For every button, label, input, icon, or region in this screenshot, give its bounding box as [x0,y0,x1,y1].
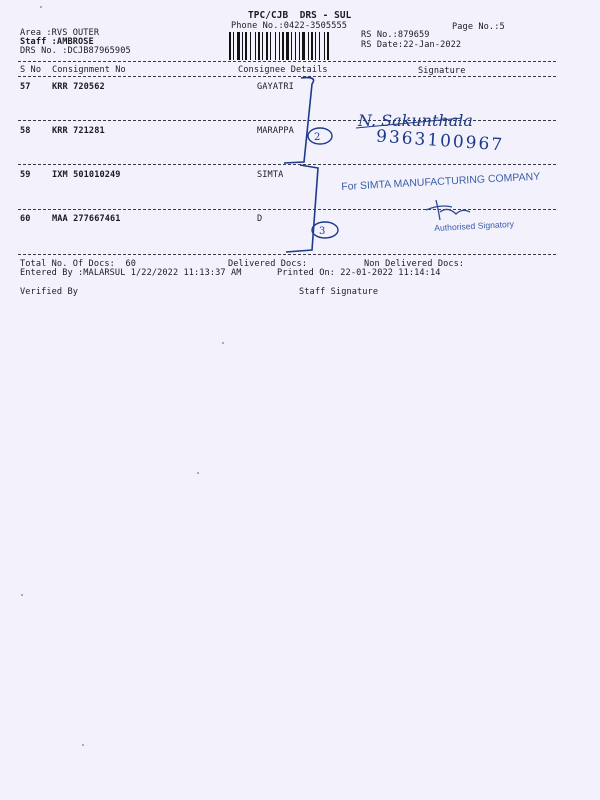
barcode-bar [295,32,296,60]
barcode-bar [245,32,247,60]
document-title: TPC/CJB DRS - SUL [248,10,352,21]
barcode-bar [275,32,276,60]
drs-number: DRS No. :DCJB87965905 [20,46,131,56]
barcode-bar [282,32,284,60]
column-header-s-no: S No [20,65,42,75]
row-58-consignee: MARAPPA [257,126,294,136]
barcode-bar [279,32,280,60]
row-58-s-no: 58 [20,126,31,136]
barcode [228,32,352,60]
barcode-bar [286,32,289,60]
printed-on: Printed On: 22-01-2022 11:14:14 [277,268,441,278]
row-60-consignment: MAA 277667461 [52,214,121,224]
circle-mark-3-text: 3 [319,226,326,237]
row-separator [18,209,556,210]
barcode-bar [266,32,268,60]
row-57-consignee: GAYATRI [257,82,294,92]
speck [21,594,23,596]
column-header-consignment-no: Consignment No [52,65,126,75]
row-separator [18,164,556,165]
barcode-bar [327,32,329,60]
barcode-bar [311,32,313,60]
barcode-bar [233,32,234,60]
barcode-bar [237,32,240,60]
verified-by-label: Verified By [20,287,79,297]
speck [197,472,199,474]
row-separator [18,120,556,121]
barcode-bar [319,32,320,60]
non-delivered-docs: Non Delivered Docs: [364,259,465,269]
authorised-signatory-text: Authorised Signatory [434,218,515,233]
row-57-consignment: KRR 720562 [52,82,105,92]
barcode-bar [229,32,231,60]
circle-mark-2 [308,128,332,144]
row-59-s-no: 59 [20,170,31,180]
table-rule-bottom [18,254,556,255]
barcode-bar [258,32,260,60]
barcode-bar [262,32,263,60]
row-59-consignee: SIMTA [257,170,284,180]
staff-signature-label: Staff Signature [299,287,379,297]
entered-by: Entered By :MALARSUL 1/22/2022 11:13:37 AM [20,268,242,278]
speck [40,6,42,8]
barcode-bar [308,32,309,60]
header-rule-bottom [18,76,556,77]
barcode-bar [242,32,243,60]
staff-label: Staff :AMBROSE [20,37,94,47]
handwritten-phone-number: 9363100967 [375,126,505,156]
speck [222,342,224,344]
barcode-bar [291,32,292,60]
row-60-s-no: 60 [20,214,31,224]
header-rule-top [18,61,556,62]
barcode-bar [324,32,325,60]
barcode-bar [302,32,305,60]
page-number: Page No.:5 [452,22,505,32]
stamp-signature-scribble [426,200,470,220]
area-label: Area :RVS OUTER [20,28,100,38]
barcode-bar [315,32,316,60]
row-57-s-no: 57 [20,82,31,92]
rs-date: RS Date:22-Jan-2022 [361,40,462,50]
row-59-consignment: IXM 501010249 [52,170,121,180]
total-docs: Total No. Of Docs: 60 [20,259,137,269]
handwritten-signature-name: N. Sakunthala [358,111,473,130]
circle-mark-3 [312,222,338,238]
row-58-consignment: KRR 721281 [52,126,105,136]
phone-number: Phone No.:0422-3505555 [231,21,348,31]
rs-number: RS No.:879659 [361,30,430,40]
circle-mark-2-text: 2 [314,132,321,143]
barcode-bar [250,32,251,60]
speck [82,744,84,746]
company-stamp-text: For SIMTA MANUFACTURING COMPANY [341,170,541,193]
delivered-docs: Delivered Docs: [228,259,308,269]
row-60-consignee: D [257,214,263,224]
column-header-signature: Signature [418,66,466,76]
barcode-bar [270,32,271,60]
barcode-bar [299,32,300,60]
barcode-bar [255,32,256,60]
column-header-consignee-details: Consignee Details [238,65,328,75]
